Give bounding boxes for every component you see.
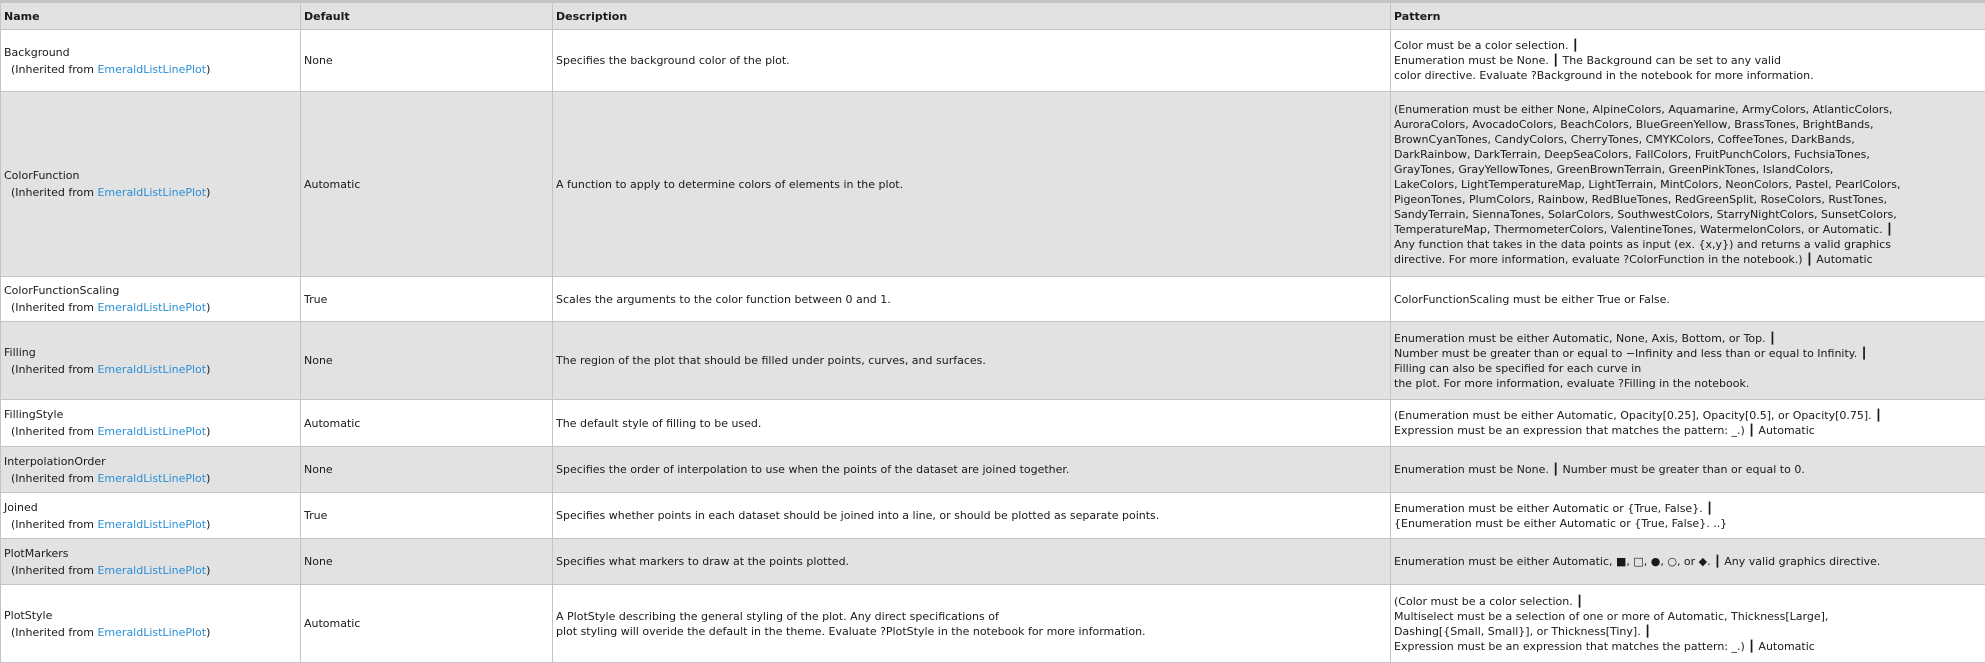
pattern-line: Enumeration must be None. ┃ Number must be greater than or equal to 0. bbox=[1394, 463, 1805, 476]
default-cell: None bbox=[301, 30, 553, 92]
description-cell bbox=[553, 539, 1391, 585]
pattern-line: color directive. Evaluate ?Background in the notebook for more information. bbox=[1394, 69, 1814, 82]
pattern-line: Any function that takes in the data points as input (ex. {x,y}) and returns a valid graphics bbox=[1394, 237, 1892, 251]
inherited-prefix: (Inherited from bbox=[11, 301, 94, 314]
inherited-note bbox=[4, 301, 297, 314]
description-line: The default style of filling to be used. bbox=[556, 416, 762, 430]
pattern-line: AuroraColors, AvocadoColors, BeachColors, BlueGreenYellow, BrassTones, BrightBands, bbox=[1394, 117, 1874, 131]
pattern-line: SandyTerrain, SiennaTones, SolarColors, SouthwestColors, StarryNightColors, SunsetColors, bbox=[1394, 207, 1897, 221]
inherited-suffix: ) bbox=[206, 563, 211, 577]
pattern-cell bbox=[1391, 277, 1985, 322]
name-cell bbox=[1, 400, 301, 447]
option-name: Background bbox=[4, 45, 70, 59]
pattern-cell bbox=[1391, 400, 1985, 447]
description-line: Scales the arguments to the color function between 0 and 1. bbox=[556, 292, 891, 306]
inherited-suffix: ) bbox=[206, 362, 211, 376]
inherited-source-link[interactable]: EmeraldListLinePlot bbox=[97, 563, 207, 577]
description-line: Specifies whether points in each dataset should be joined into a line, or should be plotted as separate points. bbox=[556, 509, 1160, 522]
default-cell: None bbox=[301, 322, 553, 400]
pattern-cell bbox=[1391, 30, 1985, 92]
description-line: A function to apply to determine colors of elements in the plot. bbox=[556, 177, 904, 191]
pattern-line: (Enumeration must be either Automatic, Opacity[0.25], Opacity[0.5], or Opacity[0.75]. ┃ bbox=[1394, 409, 1882, 422]
inherited-suffix: ) bbox=[206, 62, 211, 76]
pattern-line: (Color must be a color selection. ┃ bbox=[1394, 594, 1583, 608]
default-cell: Automatic bbox=[301, 585, 553, 663]
description-cell bbox=[553, 92, 1391, 277]
inherited-prefix: (Inherited from bbox=[11, 186, 94, 199]
option-name: PlotMarkers bbox=[4, 546, 69, 560]
table-row[interactable] bbox=[1, 30, 1985, 92]
default-cell: True bbox=[301, 277, 553, 322]
description-cell bbox=[553, 322, 1391, 400]
inherited-suffix: ) bbox=[206, 186, 211, 199]
description-line: plot styling will overide the default in the theme. Evaluate ?PlotStyle in the notebook for more information. bbox=[556, 624, 1146, 638]
inherited-suffix: ) bbox=[206, 517, 211, 531]
inherited-note bbox=[4, 626, 297, 639]
table-row[interactable] bbox=[1, 277, 1985, 322]
inherited-prefix: (Inherited from bbox=[11, 625, 94, 639]
pattern-line: Dashing[{Small, Small}], or Thickness[Tiny]. ┃ bbox=[1394, 624, 1651, 638]
name-cell bbox=[1, 493, 301, 539]
column-header-default[interactable]: Default bbox=[301, 2, 553, 30]
pattern-line: DarkRainbow, DarkTerrain, DeepSeaColors, FallColors, FruitPunchColors, FuchsiaTones, bbox=[1394, 147, 1870, 161]
pattern-line: Expression must be an expression that matches the pattern: _.) ┃ Automatic bbox=[1394, 639, 1815, 653]
pattern-line: TemperatureMap, ThermometerColors, ValentineTones, WatermelonColors, or Automatic. ┃ bbox=[1394, 222, 1893, 236]
inherited-source-link[interactable]: EmeraldListLinePlot bbox=[97, 362, 207, 376]
pattern-line: LakeColors, LightTemperatureMap, LightTerrain, MintColors, NeonColors, Pastel, PearlColors, bbox=[1394, 177, 1901, 191]
pattern-line: Expression must be an expression that matches the pattern: _.) ┃ Automatic bbox=[1394, 424, 1815, 437]
option-name: Filling bbox=[4, 345, 36, 359]
inherited-source-link[interactable]: EmeraldListLinePlot bbox=[97, 186, 207, 199]
inherited-suffix: ) bbox=[206, 471, 211, 485]
pattern-line: Multiselect must be a selection of one or more of Automatic, Thickness[Large], bbox=[1394, 609, 1829, 623]
inherited-prefix: (Inherited from bbox=[11, 563, 94, 577]
inherited-source-link[interactable]: EmeraldListLinePlot bbox=[97, 625, 207, 639]
default-cell: Automatic bbox=[301, 400, 553, 447]
pattern-line: Filling can also be specified for each curve in bbox=[1394, 361, 1642, 375]
inherited-note bbox=[4, 518, 297, 531]
inherited-note bbox=[4, 186, 297, 199]
header-row bbox=[1, 2, 1985, 30]
pattern-line: ColorFunctionScaling must be either True or False. bbox=[1394, 292, 1670, 306]
column-header-name[interactable]: Name bbox=[1, 2, 301, 30]
option-name: ColorFunction bbox=[4, 169, 80, 182]
description-cell bbox=[553, 30, 1391, 92]
name-cell bbox=[1, 277, 301, 322]
description-cell bbox=[553, 277, 1391, 322]
pattern-line: directive. For more information, evaluate ?ColorFunction in the notebook.) ┃ Automatic bbox=[1394, 252, 1873, 266]
name-cell bbox=[1, 539, 301, 585]
pattern-line: GrayTones, GrayYellowTones, GreenBrownTerrain, GreenPinkTones, IslandColors, bbox=[1394, 162, 1834, 176]
table-row[interactable] bbox=[1, 447, 1985, 493]
pattern-line: (Enumeration must be either None, AlpineColors, Aquamarine, ArmyColors, AtlanticColors, bbox=[1394, 102, 1893, 116]
name-cell bbox=[1, 585, 301, 663]
name-cell bbox=[1, 30, 301, 92]
pattern-cell bbox=[1391, 539, 1985, 585]
inherited-prefix: (Inherited from bbox=[11, 425, 94, 438]
table-row[interactable] bbox=[1, 400, 1985, 447]
pattern-cell bbox=[1391, 493, 1985, 539]
pattern-line: BrownCyanTones, CandyColors, CherryTones, CMYKColors, CoffeeTones, DarkBands, bbox=[1394, 132, 1855, 146]
inherited-prefix: (Inherited from bbox=[11, 517, 94, 531]
table-row[interactable] bbox=[1, 493, 1985, 539]
pattern-cell bbox=[1391, 585, 1985, 663]
default-cell: None bbox=[301, 447, 553, 493]
pattern-cell bbox=[1391, 92, 1985, 277]
inherited-note bbox=[4, 564, 297, 577]
option-name: PlotStyle bbox=[4, 608, 53, 622]
column-header-pattern[interactable]: Pattern bbox=[1391, 2, 1985, 30]
description-cell bbox=[553, 400, 1391, 447]
inherited-prefix: (Inherited from bbox=[11, 471, 94, 485]
description-line: Specifies the order of interpolation to use when the points of the dataset are joined together. bbox=[556, 463, 1070, 476]
description-line: A PlotStyle describing the general styling of the plot. Any direct specifications of bbox=[556, 609, 999, 623]
pattern-line: Number must be greater than or equal to −Infinity and less than or equal to Infinity. ┃ bbox=[1394, 346, 1868, 360]
option-name: ColorFunctionScaling bbox=[4, 284, 120, 297]
inherited-suffix: ) bbox=[206, 301, 211, 314]
name-cell bbox=[1, 447, 301, 493]
pattern-line: Enumeration must be None. ┃ The Background can be set to any valid bbox=[1394, 54, 1781, 67]
pattern-line: Enumeration must be either Automatic or {True, False}. ┃ bbox=[1394, 501, 1713, 515]
column-header-description[interactable]: Description bbox=[553, 2, 1391, 30]
inherited-note bbox=[4, 472, 297, 485]
inherited-prefix: (Inherited from bbox=[11, 362, 94, 376]
name-cell bbox=[1, 322, 301, 400]
inherited-source-link[interactable]: EmeraldListLinePlot bbox=[97, 517, 207, 531]
inherited-note bbox=[4, 363, 297, 376]
pattern-line: Color must be a color selection. ┃ bbox=[1394, 39, 1579, 52]
option-name: Joined bbox=[4, 500, 38, 514]
default-cell: Automatic bbox=[301, 92, 553, 277]
table-row[interactable] bbox=[1, 585, 1985, 663]
table-row[interactable] bbox=[1, 539, 1985, 585]
option-name: FillingStyle bbox=[4, 408, 64, 421]
inherited-note bbox=[4, 63, 297, 76]
inherited-source-link[interactable]: EmeraldListLinePlot bbox=[97, 425, 207, 438]
inherited-prefix: (Inherited from bbox=[11, 62, 94, 76]
description-line: Specifies the background color of the plot. bbox=[556, 54, 790, 67]
pattern-line: {Enumeration must be either Automatic or {True, False}. ..} bbox=[1394, 516, 1728, 530]
pattern-line: PigeonTones, PlumColors, Rainbow, RedBlueTones, RedGreenSplit, RoseColors, RustTones, bbox=[1394, 192, 1888, 206]
inherited-suffix: ) bbox=[206, 425, 211, 438]
default-cell: True bbox=[301, 493, 553, 539]
table-body bbox=[1, 30, 1985, 663]
inherited-note bbox=[4, 425, 297, 438]
description-cell bbox=[553, 585, 1391, 663]
inherited-suffix: ) bbox=[206, 625, 211, 639]
inherited-source-link[interactable]: EmeraldListLinePlot bbox=[97, 471, 207, 485]
pattern-cell bbox=[1391, 322, 1985, 400]
description-line: Specifies what markers to draw at the points plotted. bbox=[556, 555, 850, 568]
pattern-line: Enumeration must be either Automatic, None, Axis, Bottom, or Top. ┃ bbox=[1394, 331, 1776, 345]
description-cell bbox=[553, 493, 1391, 539]
pattern-line: Enumeration must be either Automatic, ■, □, ●, ○, or ◆. ┃ Any valid graphics directive. bbox=[1394, 555, 1881, 568]
inherited-source-link[interactable]: EmeraldListLinePlot bbox=[97, 62, 207, 76]
table-row[interactable] bbox=[1, 92, 1985, 277]
name-cell bbox=[1, 92, 301, 277]
pattern-cell bbox=[1391, 447, 1985, 493]
pattern-line: the plot. For more information, evaluate ?Filling in the notebook. bbox=[1394, 376, 1750, 390]
description-line: The region of the plot that should be filled under points, curves, and surfaces. bbox=[556, 354, 986, 367]
default-cell: None bbox=[301, 539, 553, 585]
option-name: InterpolationOrder bbox=[4, 454, 106, 468]
description-cell bbox=[553, 447, 1391, 493]
table-row[interactable] bbox=[1, 322, 1985, 400]
inherited-source-link[interactable]: EmeraldListLinePlot bbox=[97, 301, 207, 314]
